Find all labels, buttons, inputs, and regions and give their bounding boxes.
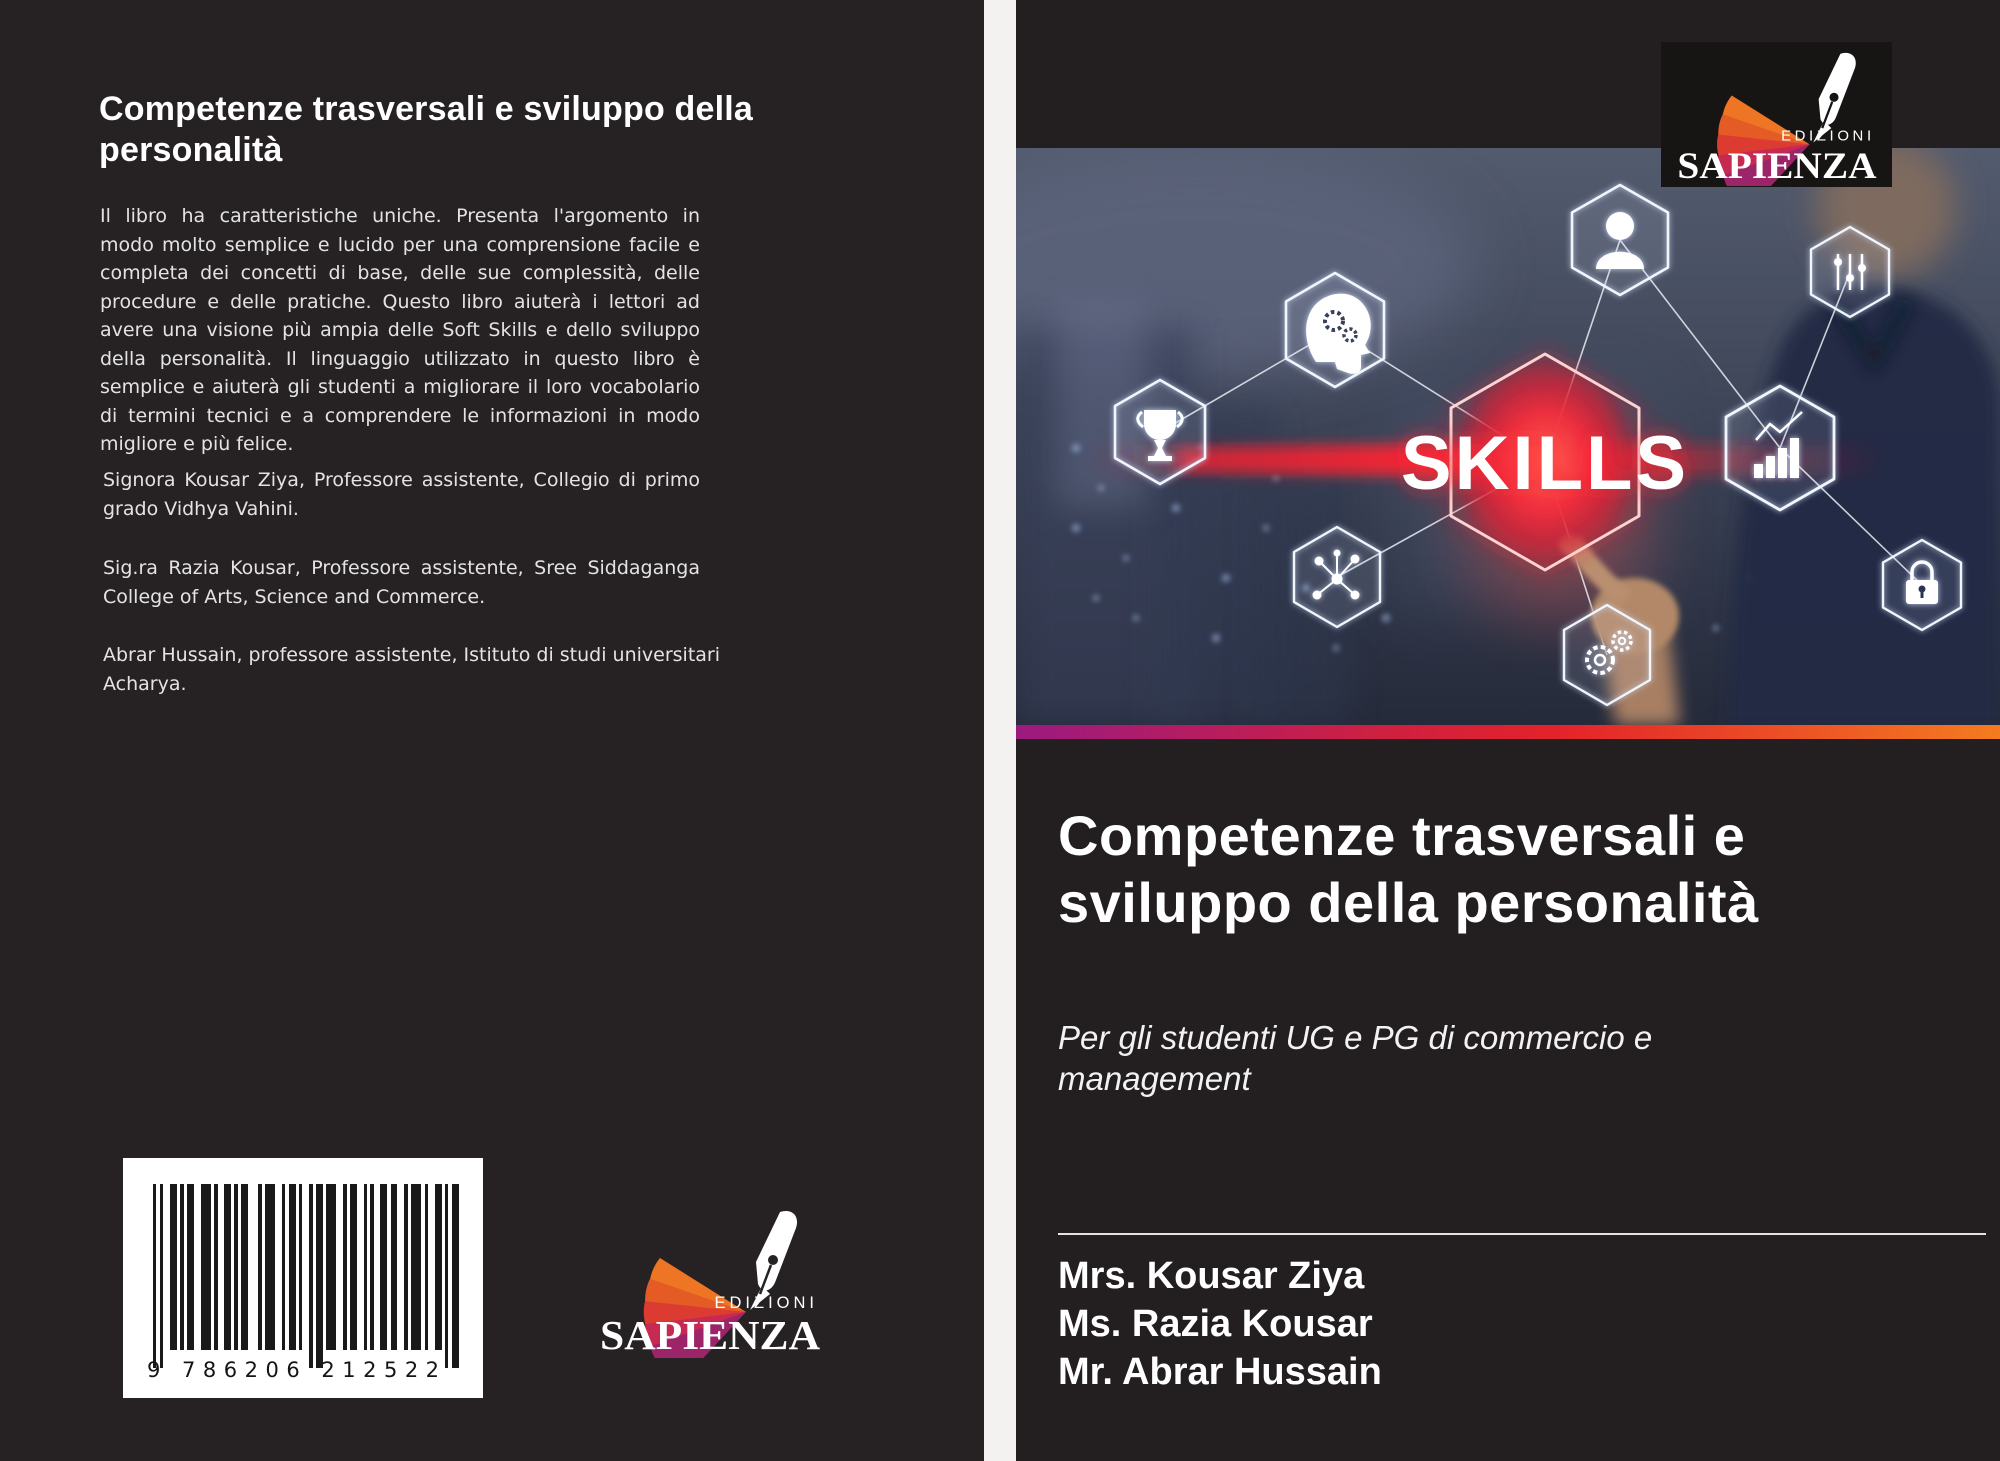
barcode-bar — [224, 1184, 231, 1350]
barcode-bar — [435, 1184, 442, 1350]
cover-photo — [1016, 145, 2000, 725]
logo-edizioni-text: EDIZIONI — [1780, 127, 1875, 145]
barcode-bar — [370, 1184, 373, 1350]
barcode-bar — [299, 1184, 302, 1350]
accent-gradient-bar — [1016, 725, 2000, 739]
front-cover-title: Competenze trasversali e sviluppo della personalità — [1058, 803, 1759, 934]
barcode-bar — [187, 1184, 194, 1350]
barcode-bar — [425, 1184, 428, 1350]
back-cover-title: Competenze trasversali e sviluppo della personalità — [99, 89, 754, 170]
author-name-3: Mr. Abrar Hussain — [1058, 1351, 1382, 1393]
barcode-bar — [452, 1184, 459, 1368]
barcode-bar — [265, 1184, 275, 1350]
barcode-bar — [234, 1184, 237, 1350]
barcode-bar — [411, 1184, 421, 1350]
author-divider-line — [1058, 1233, 1986, 1235]
barcode-bar — [404, 1184, 407, 1350]
barcode-bar — [170, 1184, 177, 1350]
barcode-bar — [201, 1184, 211, 1350]
logo-edizioni-text: EDIZIONI — [714, 1294, 818, 1312]
barcode-bar — [153, 1184, 156, 1368]
barcode-bars — [153, 1184, 461, 1368]
back-cover-page — [0, 0, 984, 1461]
front-cover-page — [1016, 0, 2000, 1461]
barcode-bar — [380, 1184, 387, 1350]
barcode-bar — [214, 1184, 217, 1350]
back-cover-description: Il libro ha caratteristiche uniche. Presenta l'argomento in modo molto semplice e lucido per una comprensione facile e completa dei concetti di base, delle sue complessità, delle procedure e delle pratiche. Questo libro aiuterà i lettori ad avere una visione più ampia delle Soft Skills e dello sviluppo della personalità. Il linguaggio utilizzato in questo libro è semplice e aiuterà gli studenti a migliorare il loro vocabolario di termini tecnici e a comprendere le informazioni in modo migliore e più felice. — [100, 205, 700, 455]
logo-sapienza-text: SAPIENZA — [1676, 145, 1877, 186]
author-bio-1: Signora Kousar Ziya, Professore assistente, Collegio di primo grado Vidhya Vahini. — [103, 469, 700, 521]
barcode-bar — [282, 1184, 285, 1350]
author-name-2: Ms. Razia Kousar — [1058, 1303, 1373, 1345]
barcode-bar — [326, 1184, 336, 1350]
barcode-bar — [445, 1184, 448, 1368]
barcode-bar — [180, 1184, 183, 1350]
barcode-bar — [258, 1184, 261, 1350]
publisher-logo — [1669, 43, 1885, 186]
barcode-bar — [316, 1184, 323, 1368]
barcode-number: 9 786206 212522 — [147, 1358, 447, 1382]
barcode-bar — [343, 1184, 346, 1350]
isbn-barcode — [123, 1158, 483, 1398]
author-bio-2: Sig.ra Razia Kousar, Professore assistente, Sree Siddaganga College of Arts, Science and Commerce. — [103, 557, 700, 609]
barcode-bar — [350, 1184, 357, 1350]
author-bio-3: Abrar Hussain, professore assistente, Istituto di studi universitari Acharya. — [103, 644, 721, 696]
barcode-bar — [391, 1184, 398, 1350]
author-names — [1058, 1252, 1382, 1396]
author-name-1: Mrs. Kousar Ziya — [1058, 1255, 1365, 1297]
front-cover-subtitle: Per gli studenti UG e PG di commercio e management — [1058, 1019, 1653, 1098]
publisher-logo — [593, 1200, 827, 1358]
barcode-bar — [309, 1184, 312, 1368]
skills-label: SKILLS — [1400, 421, 1690, 506]
barcode-bar — [241, 1184, 248, 1350]
publisher-logo-box — [1661, 42, 1892, 187]
logo-sapienza-text: SAPIENZA — [600, 1312, 821, 1358]
barcode-bar — [364, 1184, 367, 1350]
barcode-bar — [160, 1184, 163, 1368]
barcode-bar — [289, 1184, 296, 1350]
